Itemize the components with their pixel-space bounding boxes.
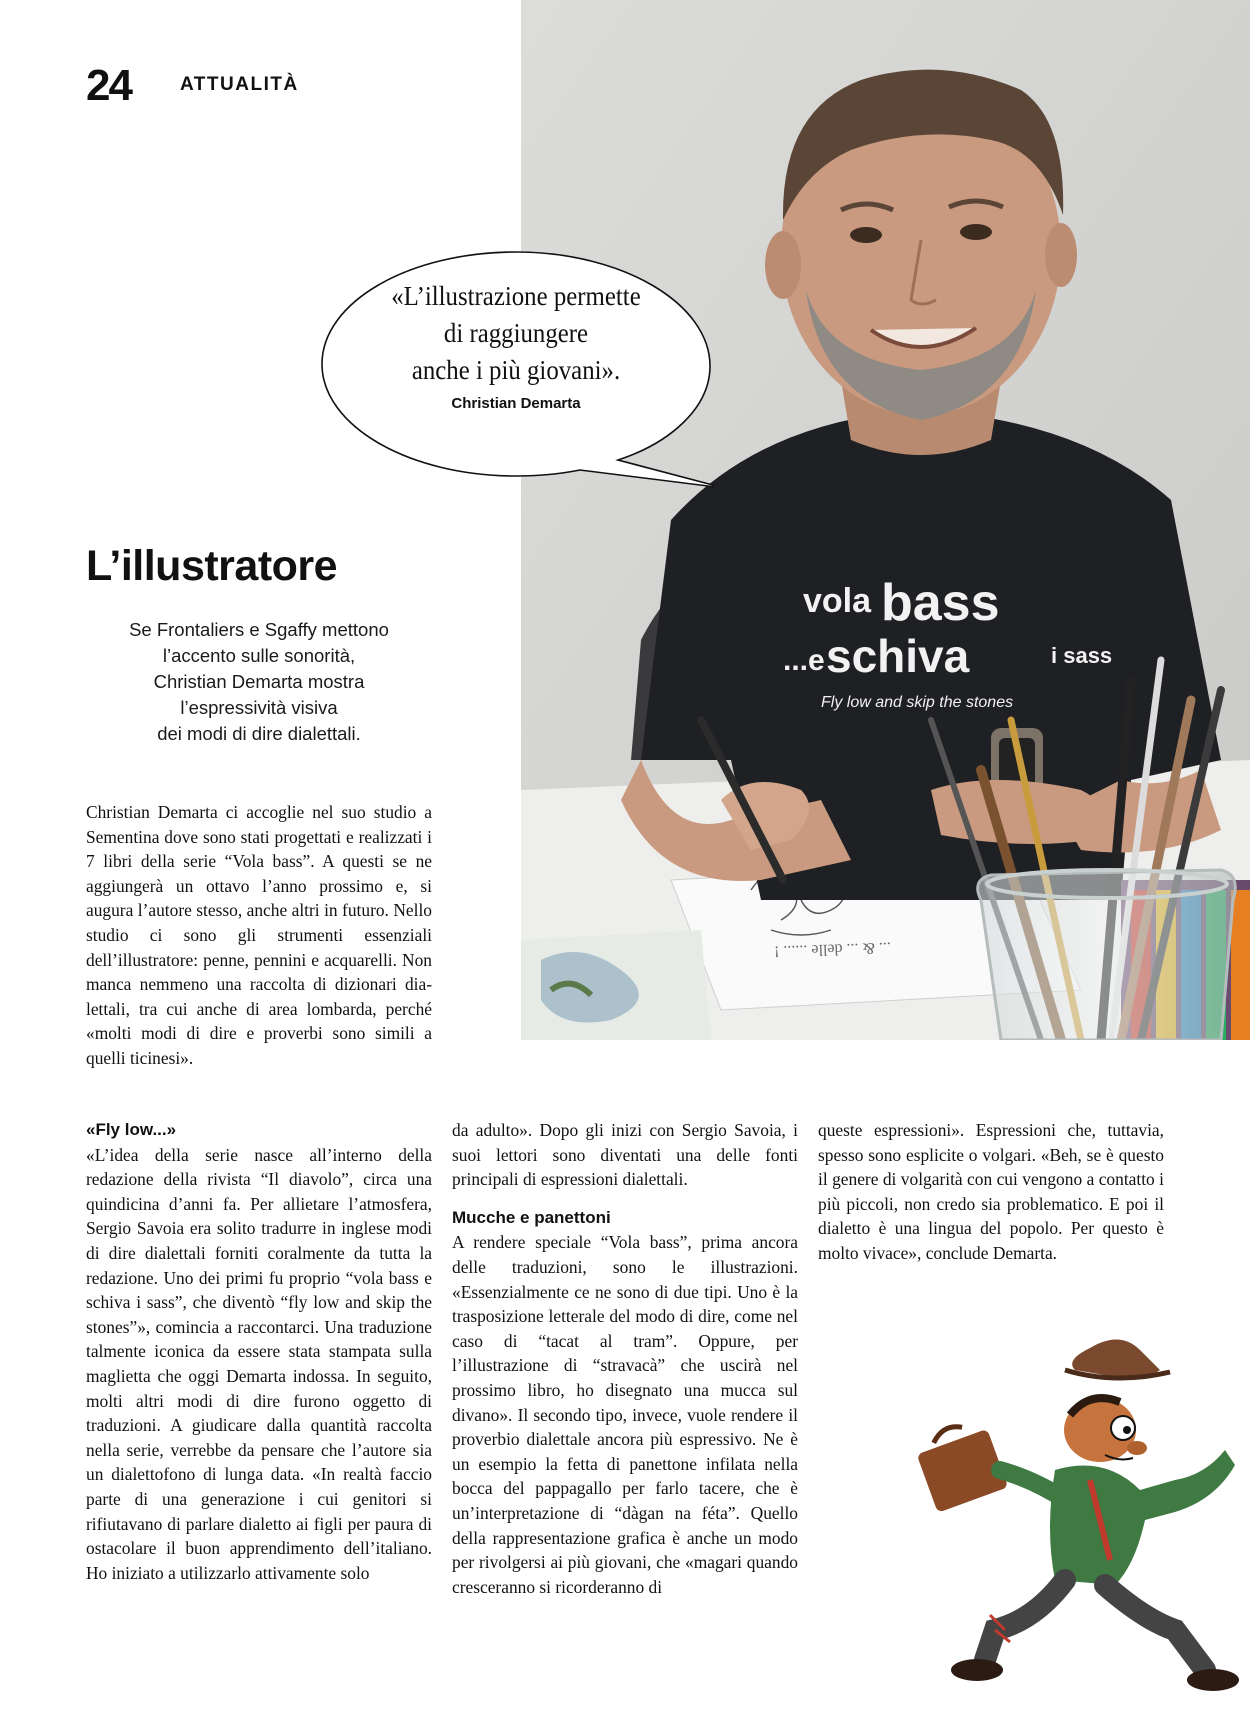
shirt-text-schiva: schiva: [826, 630, 970, 682]
column-3-text: queste espressioni». Espressioni che, tuttavia, spesso sono esplicite o volgari. «Beh, se è questo il genere di volgarità con cui vengono a contatto i più piccoli, non credo sia problematico. E poi il dialetto è una lingua del popolo. Per questo è molto vivace», conclude Demarta.: [818, 1120, 1164, 1263]
article-lead: [86, 617, 432, 747]
article-headline: L’illustratore: [86, 542, 338, 590]
column-1: [86, 1118, 432, 1585]
column-3: [818, 1118, 1164, 1266]
page-number: 24: [86, 61, 131, 110]
shirt-text-vola: vola: [803, 582, 872, 620]
shirt-text-e: ...e: [783, 644, 825, 677]
lead-line: l’espressività visiva: [180, 697, 338, 718]
lead-line: l’accento sulle sonorità,: [162, 645, 356, 666]
lead-line: Christian Demarta mostra: [153, 671, 365, 692]
intro-paragraph: Christian Demarta ci accoglie nel suo studio a Sementina dove sono stati progettati e realizzati i 7 libri della serie “Vola bass”. A questi se ne aggiungerà un ottavo l’anno prossimo e, si augura l’autore stesso, anche altri in futuro. Nello studio ci sono gli strumenti essenziali dell’illustratore: penne, pennini e acquarelli. Non manca nemmeno una raccolta di dizionari dialettali, tra cui anche di area lombarda, perché «molti modi di dire e proverbi sono simili a quelli ticinesi».: [86, 802, 432, 1068]
lead-line: dei modi di dire dialettali.: [157, 723, 361, 744]
running-man-illustration: [905, 1330, 1245, 1700]
sketch-caption: ... & ... delle ...... !: [773, 938, 892, 960]
column-2: [452, 1118, 798, 1599]
quote-line: anche i più giovani».: [411, 355, 621, 385]
shirt-text-bass: bass: [881, 574, 1000, 632]
subhead-mucche: Mucche e panettoni: [452, 1207, 611, 1227]
shirt-text-isass: i sass: [1051, 643, 1113, 668]
quote-author: Christian Demarta: [451, 395, 581, 412]
shirt-text-fly: Fly low and skip the stones: [821, 694, 1014, 711]
column-2-text-top: da adulto». Dopo gli inizi con Sergio Savoia, i suoi lettori sono diventati una delle fonti principali di espressioni dialettali.: [452, 1120, 798, 1190]
lead-line: Se Frontaliers e Sgaffy mettono: [129, 619, 389, 640]
section-label: ATTUALITÀ: [180, 74, 299, 95]
quote-line: «L’illustrazione permette: [391, 281, 641, 311]
column-1-text: «L’idea della serie nasce all’interno della redazione della rivista “Il diavolo”, circa una quindicina d’anni fa. Per allietare l’atmosfera, Sergio Savoia era solito tradurre in inglese modi di dire dialettali forniti coralmente da tutta la redazione. Uno dei primi fu proprio “vola bass e schiva i sass”, che diventò “fly low and skip the stones”», comincia a raccontarci. Una traduzione talmente iconica da essere stata stampata sulla maglietta che oggi Demarta indossa. In seguito, molti altri modi di dire furono oggetto di traduzioni. A giudicare dalla quantità raccolta nella serie, verrebbe da pensare che l’autore sia un dialettofono di lunga data. «In realtà faccio parte di una generazione i cui genitori si rifiutavano di parlare dialetto ai figli per paura di ostacolare il buon apprendimento dell’italiano. Ho iniziato a utilizzarlo attivamente solo: [86, 1144, 432, 1583]
quote-bubble: [318, 248, 714, 488]
quote-line: di raggiungere: [443, 318, 589, 348]
subhead-fly-low: «Fly low...»: [86, 1120, 177, 1139]
illustrator-photo: [521, 0, 1250, 1040]
column-2-text: A rendere speciale “Vola bass”, prima ancora delle traduzioni, sono le illustrazioni. «Essenzialmente ce ne sono di due tipi. Uno è la trasposizione letterale del modo di dire, come nel caso di “tacat al tram”. Oppure, per l’illustrazione di “stravacà” che uscirà nel prossimo libro, ho disegnato una mucca sul divano». Il secondo tipo, invece, vuole rendere il proverbio dialettale ancora più espressivo. Ne è un esempio la fetta di panettone infilata nella bocca del pappagallo per farlo tacere, che è un’interpretazione di “dàgan na féta”. Quello della rappresentazione grafica è anche un modo per rivolgersi ai più giovani, che «magari quando cresceranno si ricorderanno di: [452, 1232, 798, 1597]
